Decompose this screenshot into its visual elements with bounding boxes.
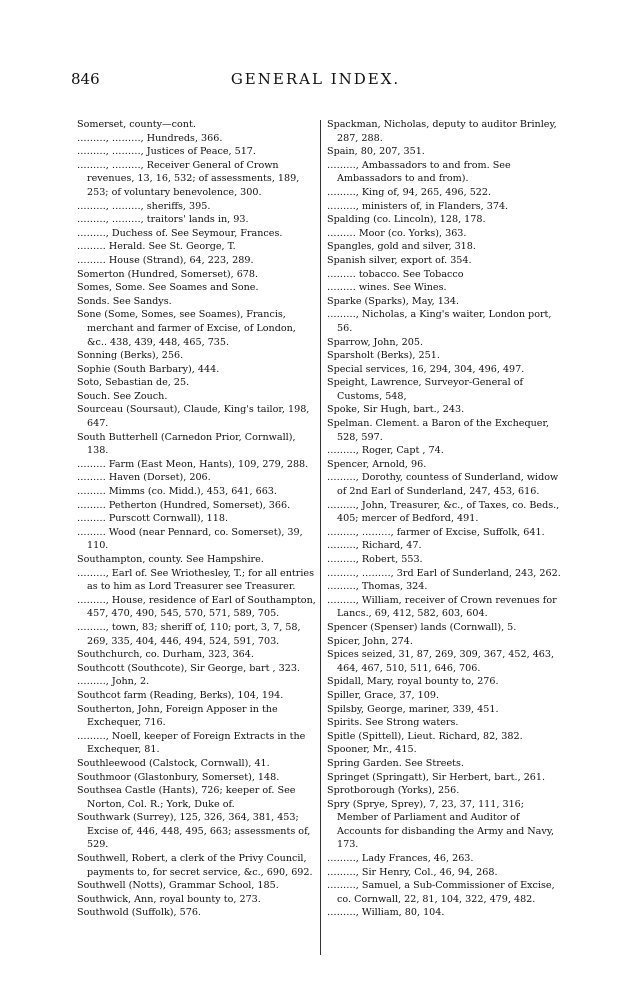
- index-entry: Southmoor (Glastonbury, Somerset), 148.: [77, 771, 280, 783]
- page-number: 846: [71, 70, 100, 88]
- index-entry: Spring Garden. See Streets.: [327, 757, 464, 769]
- index-entry: Spackman, Nicholas, deputy to auditor Brinley, 287, 288.: [327, 119, 557, 144]
- index-entry: ………, Robert, 553.: [327, 554, 423, 565]
- index-entry: Southampton, county. See Hampshire.: [77, 554, 264, 565]
- index-entry: Southwell, Robert, a clerk of the Privy Council, payments to, for secret service, &c., 690, 692.: [77, 853, 313, 878]
- index-entry: Spry (Sprye, Sprey), 7, 23, 37, 111, 316; Member of Parliament and Auditor of Accounts for disbanding the Army and Navy, 173.: [327, 798, 555, 851]
- index-entry: Spalding (co. Lincoln), 128, 178.: [327, 214, 486, 226]
- index-entry: Somerton (Hundred, Somerset), 678.: [77, 268, 259, 280]
- index-entry: ……… Haven (Dorset), 206.: [77, 472, 211, 484]
- index-entry: Spencer, Arnold, 96.: [327, 458, 427, 470]
- index-entry: Sparsholt (Berks), 251.: [327, 350, 440, 362]
- index-entry: Sone (Some, Somes, see Soames), Francis, merchant and farmer of Excise, of London, &c.. 438, 439, 448, 465, 735.: [77, 309, 296, 348]
- index-entry: Southsea Castle (Hants), 726; keeper of. See Norton, Col. R.; York, Duke of.: [77, 785, 296, 810]
- index-entry: Spain, 80, 207, 351.: [327, 146, 425, 158]
- index-entry: Spidall, Mary, royal bounty to, 276.: [327, 676, 499, 688]
- index-entry: Sophie (South Barbary), 444.: [77, 363, 220, 375]
- index-entry: Southwold (Suffolk), 576.: [77, 907, 201, 919]
- index-entry: Southcot farm (Reading, Berks), 104, 194.: [77, 689, 284, 701]
- index-entry: ………, ………, Receiver General of Crown revenues, 13, 16, 532; of assessments, 189, 253; of voluntary benevolence, 300.: [77, 159, 300, 198]
- index-entry: Somerset, county—cont.: [77, 119, 196, 130]
- index-entry: ………, Ambassadors to and from. See Ambassadors to and from).: [327, 159, 511, 185]
- index-entry: Sparrow, John, 205.: [327, 336, 423, 348]
- index-entry: ……… Moor (co. Yorks), 363.: [327, 227, 467, 239]
- index-entry: ………, Richard, 47.: [327, 540, 422, 552]
- index-entry: ………, ………, Hundreds, 366.: [77, 132, 223, 144]
- index-entry: Spangles, gold and silver, 318.: [327, 241, 476, 253]
- index-entry: ………, Lady Frances, 46, 263.: [327, 853, 474, 865]
- index-entry: ………, John, 2.: [77, 676, 150, 688]
- index-entry: ………, Earl of. See Wriothesley, T.; for all entries as to him as Lord Treasurer see Treasurer.: [77, 567, 315, 593]
- index-entry: ………, House, residence of Earl of Southampton, 457, 470, 490, 545, 570, 571, 589, 705.: [77, 594, 316, 620]
- index-entry: ………, Roger, Capt , 74.: [327, 445, 444, 457]
- index-entry: ………, William, receiver of Crown revenues for Lancs., 69, 412, 582, 603, 604.: [327, 594, 557, 620]
- index-entry: ………, William, 80, 104.: [327, 907, 445, 919]
- index-entry: ………, ………, Justices of Peace, 517.: [77, 146, 256, 158]
- index-entry: ………, Thomas, 324.: [327, 581, 428, 593]
- index-entry: Spices seized, 31, 87, 269, 309, 367, 452, 463, 464, 467, 510, 511, 646, 706.: [327, 649, 555, 674]
- index-entry: Sourceau (Soursaut), Claude, King's tailor, 198, 647.: [77, 404, 310, 430]
- index-entry: ………, Dorothy, countess of Sunderland, widow of 2nd Earl of Sunderland, 247, 453, 616.: [327, 472, 559, 498]
- index-entry: Southwark (Surrey), 125, 326, 364, 381, 453; Excise of, 446, 448, 495, 663; assessments of, 529.: [77, 812, 311, 851]
- index-entry: Spoke, Sir Hugh, bart., 243.: [327, 404, 465, 416]
- index-entry: Sprotborough (Yorks), 256.: [327, 785, 460, 797]
- index-entry: Spencer (Spenser) lands (Cornwall), 5.: [327, 621, 517, 633]
- index-entry: Sonning (Berks), 256.: [77, 350, 184, 362]
- index-entry: Spiller, Grace, 37, 109.: [327, 689, 440, 701]
- index-entry: ……… Farm (East Meon, Hants), 109, 279, 288.: [77, 458, 309, 470]
- index-entry: ……… House (Strand), 64, 223, 289.: [77, 254, 254, 266]
- index-entry: ………, John, Treasurer, &c., of Taxes, co. Beds., 405; mercer of Bedford, 491.: [327, 499, 560, 525]
- index-entry: Southerton, John, Foreign Apposer in the Exchequer, 716.: [77, 703, 278, 729]
- index-entry: ………, ministers of, in Flanders, 374.: [327, 200, 509, 212]
- index-entry: ………, town, 83; sheriff of, 110; port, 3, 7, 58, 269, 335, 404, 446, 494, 524, 591, 703.: [77, 621, 301, 647]
- index-entry: Special services, 16, 294, 304, 496, 497.: [327, 363, 525, 375]
- index-entry: ………, Noell, keeper of Foreign Extracts in the Exchequer, 81.: [77, 730, 306, 756]
- index-entry: ………, Sir Henry, Col., 46, 94, 268.: [327, 866, 498, 878]
- index-entry: ……… wines. See Wines.: [327, 282, 447, 294]
- index-entry: Spelman. Clement. a Baron of the Exchequer, 528, 597.: [327, 418, 550, 443]
- index-entry: ……… Herald. See St. George, T.: [77, 241, 236, 253]
- index-entry: ………, ………, 3rd Earl of Sunderland, 243, 262.: [327, 567, 561, 579]
- index-entry: Soto, Sebastian de, 25.: [77, 377, 190, 389]
- index-entry: Sparke (Sparks), May, 134.: [327, 295, 460, 307]
- index-entry: Spitle (Spittell), Lieut. Richard, 82, 382.: [327, 730, 523, 742]
- index-entry: ………, King of, 94, 265, 496, 522.: [327, 186, 492, 198]
- index-entry: Spooner, Mr., 415.: [327, 744, 417, 756]
- index-column-left: [77, 118, 316, 920]
- index-entry: Southwick, Ann, royal bounty to, 273.: [77, 893, 261, 905]
- running-head-title: GENERAL INDEX.: [230, 70, 401, 88]
- index-entry: ………, Duchess of. See Seymour, Frances.: [77, 227, 283, 239]
- index-entry: Speight, Lawrence, Surveyor-General of Customs, 548,: [327, 377, 524, 402]
- index-entry: Springet (Springatt), Sir Herbert, bart., 261.: [327, 771, 546, 783]
- index-entry: Spicer, John, 274.: [327, 635, 413, 647]
- column-divider: [320, 120, 321, 955]
- index-entry: Southwell (Notts), Grammar School, 185.: [77, 880, 279, 892]
- index-entry: Southchurch, co. Durham, 323, 364.: [77, 649, 254, 661]
- index-entry: Spanish silver, export of. 354.: [327, 254, 472, 266]
- index-entry: Southleewood (Calstock, Cornwall), 41.: [77, 757, 270, 769]
- index-entry: ……… Purscott Cornwall), 118.: [77, 513, 229, 525]
- index-entry: Sonds. See Sandys.: [77, 295, 172, 307]
- index-entry: Souch. See Zouch.: [77, 390, 168, 402]
- index-entry: ……… tobacco. See Tobacco: [327, 268, 464, 280]
- index-entry: ………, ………, farmer of Excise, Suffolk, 641.: [327, 526, 545, 538]
- index-entry: ……… Wood (near Pennard, co. Somerset), 39, 110.: [77, 526, 303, 552]
- index-entry: ……… Mimms (co. Midd.), 453, 641, 663.: [77, 486, 277, 498]
- index-entry: South Butterhell (Carnedon Prior, Cornwall), 138.: [77, 431, 296, 457]
- index-column-right: [327, 118, 566, 920]
- index-entry: ………, Nicholas, a King's waiter, London port, 56.: [327, 309, 552, 334]
- index-entry: Spilsby, George, mariner, 339, 451.: [327, 703, 499, 715]
- index-entry: ………, ………, sheriffs, 395.: [77, 200, 211, 212]
- index-entry: Somes, Some. See Soames and Sone.: [77, 282, 259, 294]
- index-entry: Spirits. See Strong waters.: [327, 717, 459, 729]
- index-entry: ………, ………, traitors' lands in, 93.: [77, 214, 249, 226]
- index-entry: ……… Petherton (Hundred, Somerset), 366.: [77, 499, 291, 511]
- index-entry: ………, Samuel, a Sub-Commissioner of Excise, co. Cornwall, 22, 81, 104, 322, 479, 482.: [327, 880, 555, 905]
- index-entry: Southcott (Southcote), Sir George, bart , 323.: [77, 662, 301, 674]
